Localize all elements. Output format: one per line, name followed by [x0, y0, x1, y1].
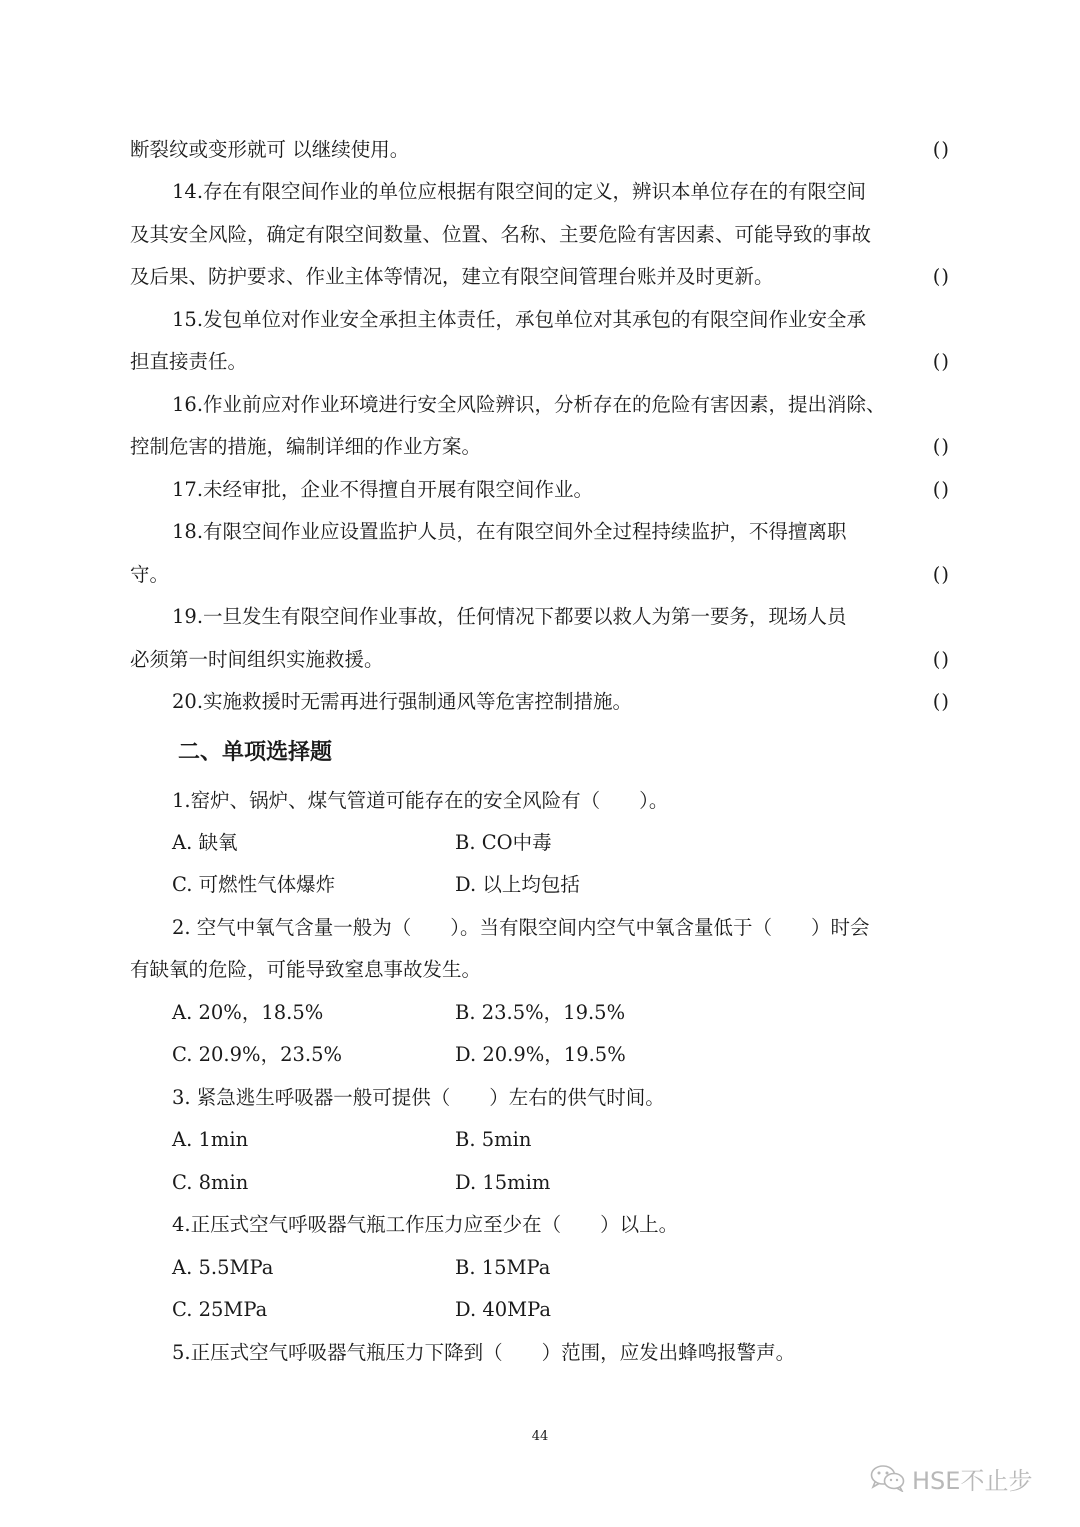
question-line: 18.有限空间作业应设置监护人员，在有限空间外全过程持续监护，不得擅离职 [172, 520, 847, 543]
choice-question-stem: 4.正压式空气呼吸器气瓶工作压力应至少在（ ）以上。 [172, 1213, 679, 1236]
question-line: 及后果、防护要求、作业主体等情况，建立有限空间管理台账并及时更新。 () [130, 256, 950, 298]
option-d: D. 15mim [455, 1171, 551, 1194]
option-a: A. 缺氧 [172, 831, 238, 854]
option-a: A. 20%，18.5% [172, 1001, 324, 1024]
question-line: 15.发包单位对作业安全承担主体责任，承包单位对其承包的有限空间作业安全承 [172, 308, 867, 331]
choice-question-stem: 3. 紧急逃生呼吸器一般可提供（ ）左右的供气时间。 [172, 1086, 665, 1109]
option-b: B. CO中毒 [455, 831, 552, 854]
question-line: 14.存在有限空间作业的单位应根据有限空间的定义，辨识本单位存在的有限空间 [172, 180, 867, 203]
options-row [172, 1289, 950, 1331]
question-line: 控制危害的措施，编制详细的作业方案。 () [130, 426, 950, 468]
section-heading: 二、单项选择题 [178, 740, 333, 765]
choice-question-stem: 有缺氧的危险，可能导致窒息事故发生。 [130, 958, 482, 981]
question-line: 16.作业前应对作业环境进行安全风险辨识，分析存在的危险有害因素，提出消除、 [172, 393, 886, 416]
question-line: 19.一旦发生有限空间作业事故，任何情况下都要以救人为第一要务，现场人员 [172, 605, 847, 628]
option-d: D. 40MPa [455, 1298, 551, 1321]
question-line: 17.未经审批，企业不得擅自开展有限空间作业。 () [172, 469, 950, 511]
question-line: 担直接责任。 () [130, 341, 950, 383]
options-row [172, 864, 950, 906]
answer-blank: () [932, 350, 950, 373]
watermark [870, 1458, 1032, 1498]
answer-blank: () [932, 265, 950, 288]
option-c: C. 20.9%，23.5% [172, 1043, 343, 1066]
option-d: D. 以上均包括 [455, 873, 580, 896]
wechat-icon [870, 1464, 906, 1492]
question-line: 20.实施救援时无需再进行强制通风等危害控制措施。 () [172, 681, 950, 723]
options-row [172, 1162, 950, 1204]
option-c: C. 可燃性气体爆炸 [172, 873, 336, 896]
options-row [172, 992, 950, 1034]
options-row [172, 1034, 950, 1076]
option-c: C. 8min [172, 1171, 249, 1194]
question-line: 守。 () [130, 554, 950, 596]
option-d: D. 20.9%，19.5% [455, 1043, 626, 1066]
option-b: B. 5min [455, 1128, 532, 1151]
answer-blank: () [932, 563, 950, 586]
page-number: 44 [531, 1429, 549, 1444]
choice-question-stem: 2. 空气中氧气含量一般为（ ）。当有限空间内空气中氧含量低于（ ）时会 [172, 916, 870, 939]
answer-blank: () [932, 690, 950, 713]
option-c: C. 25MPa [172, 1298, 268, 1321]
watermark-text: HSE不止步 [912, 1466, 1033, 1495]
option-a: A. 1min [172, 1128, 249, 1151]
options-row [172, 1247, 950, 1289]
option-b: B. 15MPa [455, 1256, 551, 1279]
answer-blank: () [932, 138, 950, 161]
answer-blank: () [932, 478, 950, 501]
options-row [172, 1119, 950, 1161]
question-line: 及其安全风险，确定有限空间数量、位置、名称、主要危险有害因素、可能导致的事故 [130, 223, 872, 246]
answer-blank: () [932, 648, 950, 671]
question-line: 断裂纹或变形就可 以继续使用。 () [130, 129, 950, 171]
answer-blank: () [932, 435, 950, 458]
question-line: 必须第一时间组织实施救援。 () [130, 639, 950, 681]
options-row [172, 822, 950, 864]
option-a: A. 5.5MPa [172, 1256, 274, 1279]
choice-question-stem: 1.窑炉、锅炉、煤气管道可能存在的安全风险有（ ）。 [172, 789, 669, 812]
choice-question-stem: 5.正压式空气呼吸器气瓶压力下降到（ ）范围，应发出蜂鸣报警声。 [172, 1341, 796, 1364]
option-b: B. 23.5%，19.5% [455, 1001, 626, 1024]
